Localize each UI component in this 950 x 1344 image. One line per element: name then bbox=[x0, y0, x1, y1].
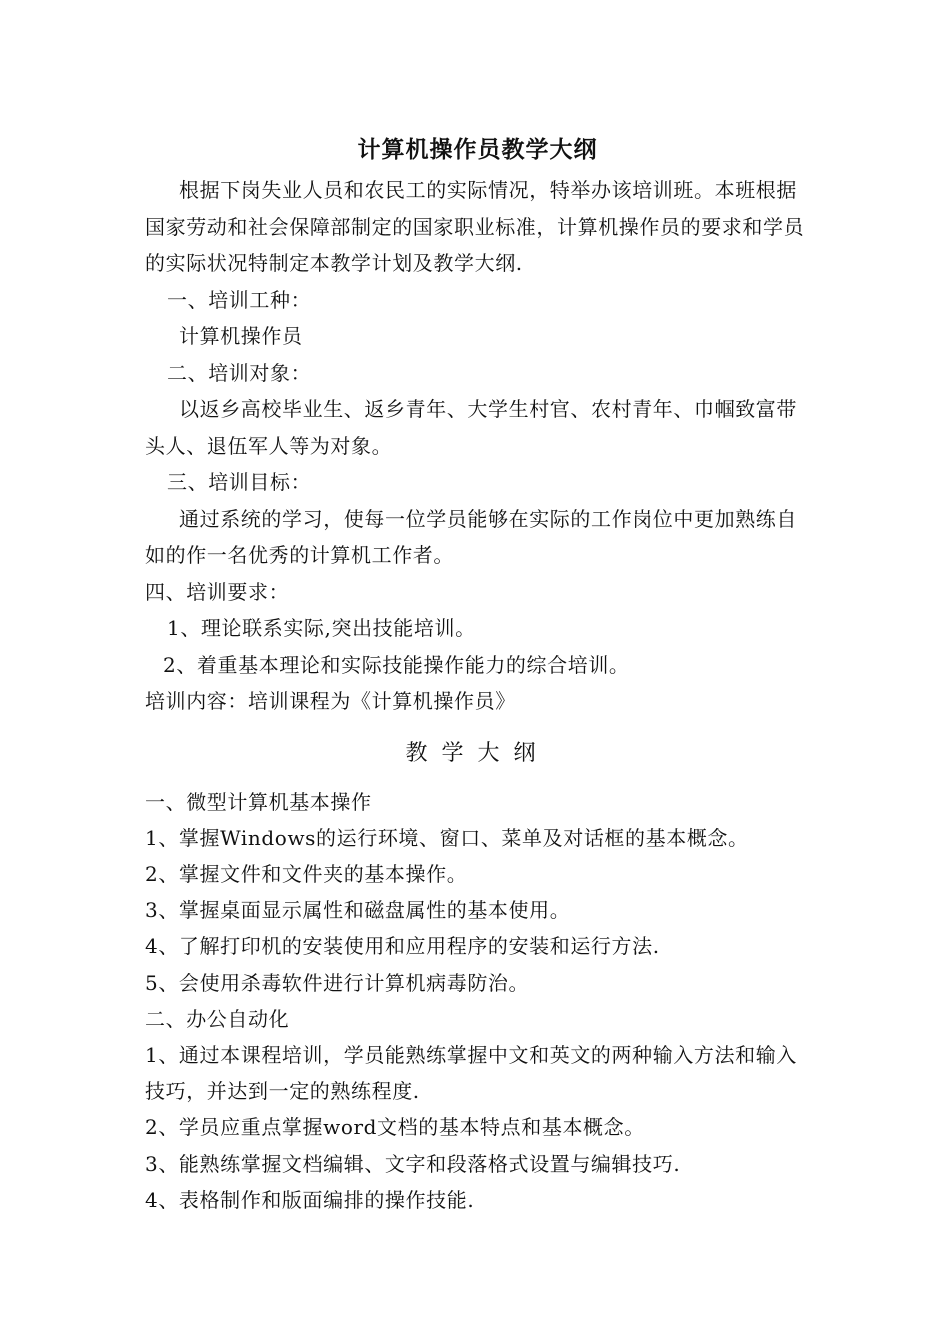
section-heading-training-target: 二、培训对象： bbox=[167, 360, 312, 385]
requirement-item-2: 2、着重基本理论和实际技能操作能力的综合培训。 bbox=[163, 652, 630, 677]
section-heading-training-requirements: 四、培训要求： bbox=[145, 579, 290, 604]
document-title: 计算机操作员教学大纲 bbox=[357, 137, 598, 163]
outline-part2-item: 1、通过本课程培训，学员能熟练掌握中文和英文的两种输入方法和输入技巧，并达到一定的熟练程度. bbox=[145, 1042, 797, 1104]
section-body-training-target: 以返乡高校毕业生、返乡青年、大学生村官、农村青年、巾帼致富带头人、退伍军人等为对象。 bbox=[145, 397, 797, 458]
outline-part1-item: 1、掌握Windows的运行环境、窗口、菜单及对话框的基本概念。 bbox=[145, 825, 749, 850]
outline-part2-item: 2、学员应重点掌握word文档的基本特点和基本概念。 bbox=[145, 1115, 645, 1140]
section-heading-training-goal: 三、培训目标： bbox=[167, 470, 312, 494]
outline-part1-item: 2、掌握文件和文件夹的基本操作。 bbox=[145, 861, 468, 886]
outline-part1-item: 5、会使用杀毒软件进行计算机病毒防治。 bbox=[145, 970, 530, 995]
training-content-line: 培训内容：培训课程为《计算机操作员》 bbox=[145, 689, 516, 713]
outline-title: 教学大纲 bbox=[405, 740, 550, 766]
outline-part2-heading: 二、办公自动化 bbox=[145, 1006, 290, 1031]
outline-part2-item: 3、能熟练掌握文档编辑、文字和段落格式设置与编辑技巧. bbox=[145, 1151, 681, 1176]
outline-part2-item: 4、表格制作和版面编排的操作技能. bbox=[145, 1187, 475, 1212]
outline-part1-item: 4、了解打印机的安装使用和应用程序的安装和运行方法. bbox=[145, 934, 660, 959]
intro-paragraph: 根据下岗失业人员和农民工的实际情况，特举办该培训班。本班根据国家劳动和社会保障部制定的国家职业标准，计算机操作员的要求和学员的实际状况特制定本教学计划及教学大纲. bbox=[145, 178, 805, 275]
outline-part1-item: 3、掌握桌面显示属性和磁盘属性的基本使用。 bbox=[145, 898, 571, 923]
document-content bbox=[145, 128, 810, 1218]
section-heading-training-type: 一、培训工种： bbox=[167, 287, 312, 312]
section-body-training-type: 计算机操作员 bbox=[179, 324, 303, 348]
outline-part1-heading: 一、微型计算机基本操作 bbox=[145, 789, 372, 814]
section-body-training-goal: 通过系统的学习，使每一位学员能够在实际的工作岗位中更加熟练自如的作一名优秀的计算机工作者。 bbox=[145, 506, 797, 567]
outline-body bbox=[145, 784, 810, 1218]
requirement-item-1: 1、理论联系实际,突出技能培训。 bbox=[167, 616, 476, 640]
